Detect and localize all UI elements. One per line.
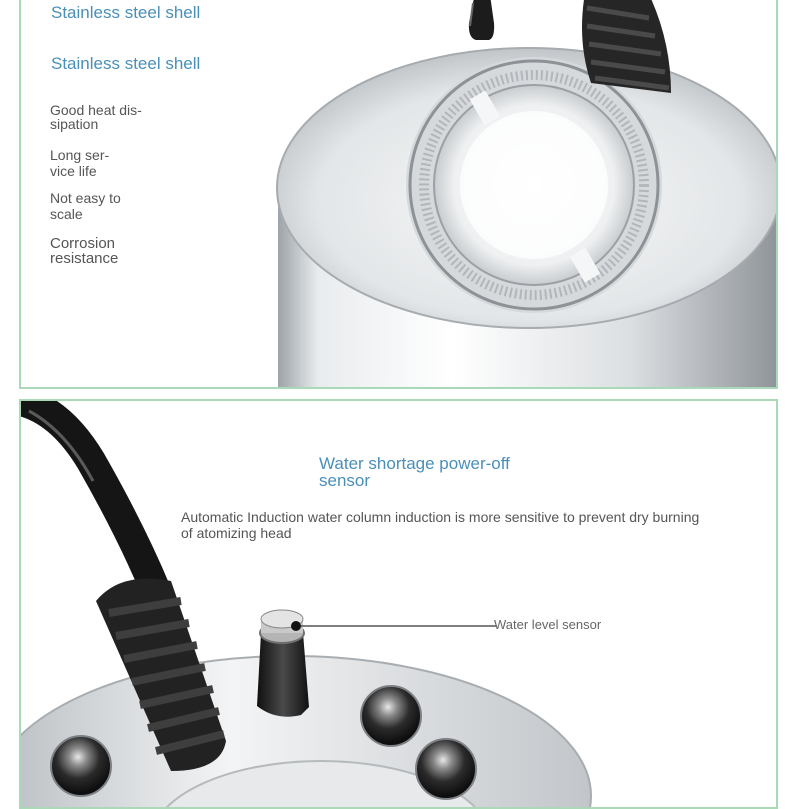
sensor-title xyxy=(319,455,510,489)
cropped-heading: Stainless steel shell xyxy=(51,3,201,22)
feature-service-life xyxy=(50,147,109,179)
feature-line: Corrosion xyxy=(50,235,116,252)
feature-line: Good heat dis- xyxy=(50,102,142,118)
feature-line: scale xyxy=(50,206,83,222)
sensor-description xyxy=(181,509,699,541)
sensor-title-line: Water shortage power-off xyxy=(319,454,510,473)
stainless-steel-shell-panel xyxy=(19,0,778,389)
feature-corrosion-resistance xyxy=(50,236,118,266)
shell-heading: Stainless steel shell xyxy=(51,54,201,73)
feature-line: vice life xyxy=(50,163,97,179)
feature-heat-dissipation xyxy=(50,103,142,131)
feature-not-easy-to-scale xyxy=(50,190,121,222)
sensor-description-line: Automatic Induction water column induction is more sensitive to prevent dry burning xyxy=(181,509,700,525)
feature-line: Long ser- xyxy=(50,147,110,163)
feature-line: Not easy to xyxy=(50,190,121,206)
feature-line: resistance xyxy=(50,250,119,267)
water-sensor-panel xyxy=(19,399,778,809)
sensor-title-line: sensor xyxy=(319,471,371,490)
water-level-sensor-callout: Water level sensor xyxy=(494,617,602,632)
sensor-description-line: of atomizing head xyxy=(181,525,292,541)
feature-line: sipation xyxy=(50,116,99,132)
